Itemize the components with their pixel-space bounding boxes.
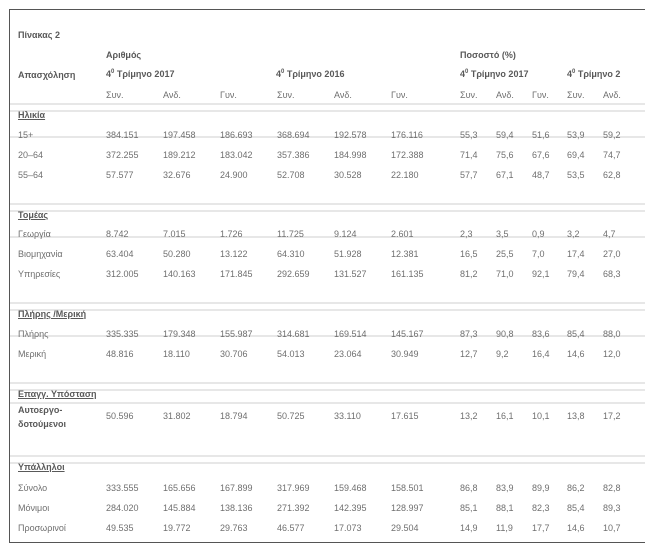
row-label: Υπηρεσίες — [18, 269, 61, 279]
table-cell: 24.900 — [220, 170, 248, 180]
table-cell: 140.163 — [163, 269, 196, 279]
table-cell: 29.504 — [391, 523, 419, 533]
column-subheader: Συν. — [460, 90, 478, 100]
column-subheader: Ανδ. — [334, 90, 352, 100]
table-cell: 25,5 — [496, 249, 514, 259]
table-cell: 159.468 — [334, 483, 367, 493]
table-cell: 142.395 — [334, 503, 367, 513]
section-title: Ηλικία — [18, 110, 46, 120]
table-cell: 87,3 — [460, 329, 478, 339]
table-cell: 169.514 — [334, 329, 367, 339]
table-title: Πίνακας 2 — [18, 30, 60, 40]
table-cell: 62,8 — [603, 170, 621, 180]
table-cell: 64.310 — [277, 249, 305, 259]
table-cell: 7,0 — [532, 249, 545, 259]
table-cell: 89,9 — [532, 483, 550, 493]
table-cell: 31.802 — [163, 411, 191, 421]
table-cell: 284.020 — [106, 503, 139, 513]
table-cell: 192.578 — [334, 130, 367, 140]
table-cell: 17,7 — [532, 523, 550, 533]
table-cell: 22.180 — [391, 170, 419, 180]
table-cell: 30.528 — [334, 170, 362, 180]
table-cell: 53,9 — [567, 130, 585, 140]
table-cell: 171.845 — [220, 269, 253, 279]
table-cell: 71,4 — [460, 150, 478, 160]
table-cell: 51.928 — [334, 249, 362, 259]
table-cell: 79,4 — [567, 269, 585, 279]
column-subheader: Συν. — [277, 90, 295, 100]
table-cell: 52.708 — [277, 170, 305, 180]
table-cell: 48,7 — [532, 170, 550, 180]
column-subheader: Ανδ. — [496, 90, 514, 100]
table-cell: 14,6 — [567, 523, 585, 533]
table-cell: 183.042 — [220, 150, 253, 160]
table-cell: 172.388 — [391, 150, 424, 160]
table-cell: 46.577 — [277, 523, 305, 533]
table-cell: 10,7 — [603, 523, 621, 533]
table-cell: 2,3 — [460, 229, 473, 239]
table-cell: 51,6 — [532, 130, 550, 140]
table-cell: 75,6 — [496, 150, 514, 160]
table-cell: 4,7 — [603, 229, 616, 239]
table-cell: 3,5 — [496, 229, 509, 239]
table-cell: 71,0 — [496, 269, 514, 279]
table-cell: 29.763 — [220, 523, 248, 533]
table-cell: 68,3 — [603, 269, 621, 279]
table-cell: 155.987 — [220, 329, 253, 339]
table-cell: 16,5 — [460, 249, 478, 259]
table-cell: 63.404 — [106, 249, 134, 259]
table-cell: 3,2 — [567, 229, 580, 239]
table-cell: 0,9 — [532, 229, 545, 239]
table-cell: 17.615 — [391, 411, 419, 421]
row-label: Αυτοεργο- — [18, 405, 63, 415]
table-cell: 19.772 — [163, 523, 191, 533]
table-cell: 23.064 — [334, 349, 362, 359]
table-cell: 179.348 — [163, 329, 196, 339]
row-label: Προσωρινοί — [18, 523, 66, 533]
table-cell: 92,1 — [532, 269, 550, 279]
table-cell: 50.280 — [163, 249, 191, 259]
table-cell: 186.693 — [220, 130, 253, 140]
table-cell: 372.255 — [106, 150, 139, 160]
table-cell: 8.742 — [106, 229, 129, 239]
table-cell: 317.969 — [277, 483, 310, 493]
table-cell: 13,2 — [460, 411, 478, 421]
column-subheader: Γυν. — [532, 90, 549, 100]
table-cell: 48.816 — [106, 349, 134, 359]
row-label: Πλήρης — [18, 329, 49, 339]
table-cell: 368.694 — [277, 130, 310, 140]
table-cell: 54.013 — [277, 349, 305, 359]
table-cell: 312.005 — [106, 269, 139, 279]
section-title: Υπάλληλοι — [18, 462, 65, 472]
table-cell: 292.659 — [277, 269, 310, 279]
period-header-2017-count: $4^0$ Τρίμηνο 2017 — [106, 69, 175, 79]
table-cell: 11.725 — [277, 229, 304, 239]
table-cell: 145.884 — [163, 503, 196, 513]
table-cell: 16,4 — [532, 349, 550, 359]
table-cell: 12,0 — [603, 349, 621, 359]
table-cell: 271.392 — [277, 503, 310, 513]
row-label: Σύνολο — [18, 483, 48, 493]
table-cell: 81,2 — [460, 269, 478, 279]
table-cell: 57.577 — [106, 170, 134, 180]
row-label: Μερική — [18, 349, 47, 359]
table-cell: 16,1 — [496, 411, 514, 421]
table-cell: 30.949 — [391, 349, 419, 359]
table-cell: 82,3 — [532, 503, 550, 513]
table-cell: 57,7 — [460, 170, 478, 180]
table-cell: 14,6 — [567, 349, 585, 359]
table-cell: 138.136 — [220, 503, 253, 513]
table-cell: 89,3 — [603, 503, 621, 513]
table-cell: 14,9 — [460, 523, 478, 533]
table-cell: 145.167 — [391, 329, 424, 339]
table-cell: 314.681 — [277, 329, 310, 339]
table-cell: 11,9 — [496, 523, 513, 533]
row-label: 20–64 — [18, 150, 44, 160]
table-cell: 17,2 — [603, 411, 621, 421]
table-cell: 189.212 — [163, 150, 196, 160]
table-cell: 85,1 — [460, 503, 478, 513]
column-subheader: Ανδ. — [603, 90, 621, 100]
table-cell: 17,4 — [567, 249, 585, 259]
table-cell: 17.073 — [334, 523, 362, 533]
table-cell: 184.998 — [334, 150, 367, 160]
table-cell: 165.656 — [163, 483, 196, 493]
section-title: Πλήρης /Μερική — [18, 309, 87, 319]
column-subheader: Συν. — [106, 90, 124, 100]
table-cell: 9.124 — [334, 229, 357, 239]
table-cell: 69,4 — [567, 150, 585, 160]
section-title: Τομέας — [18, 210, 49, 220]
column-subheader: Γυν. — [391, 90, 408, 100]
table-cell: 49.535 — [106, 523, 134, 533]
column-subheader: Συν. — [567, 90, 585, 100]
table-cell: 55,3 — [460, 130, 478, 140]
table-cell: 50.596 — [106, 411, 134, 421]
section-title: Επαγγ. Υπόσταση — [18, 389, 97, 399]
table-cell: 10,1 — [532, 411, 550, 421]
row-label: Βιομηχανία — [18, 249, 63, 259]
table-cell: 161.135 — [391, 269, 424, 279]
table-cell: 384.151 — [106, 130, 139, 140]
table-cell: 2.601 — [391, 229, 414, 239]
table-cell: 131.527 — [334, 269, 367, 279]
table-cell: 12,7 — [460, 349, 478, 359]
table-cell: 85,4 — [567, 329, 585, 339]
column-subheader: Ανδ. — [163, 90, 181, 100]
table-cell: 13.122 — [220, 249, 248, 259]
table-cell: 158.501 — [391, 483, 424, 493]
table-cell: 9,2 — [496, 349, 509, 359]
table-cell: 90,8 — [496, 329, 514, 339]
row-label: 55–64 — [18, 170, 44, 180]
table-cell: 83,9 — [496, 483, 514, 493]
table-cell: 27,0 — [603, 249, 621, 259]
table-cell: 333.555 — [106, 483, 139, 493]
table-cell: 85,4 — [567, 503, 585, 513]
row-label: Μόνιμοι — [18, 503, 50, 513]
table-cell: 1.726 — [220, 229, 243, 239]
table-cell: 30.706 — [220, 349, 248, 359]
table-cell: 335.335 — [106, 329, 139, 339]
table-cell: 32.676 — [163, 170, 191, 180]
table-cell: 88,0 — [603, 329, 621, 339]
row-label: 15+ — [18, 130, 34, 140]
table-cell: 357.386 — [277, 150, 310, 160]
table-cell: 50.725 — [277, 411, 305, 421]
table-cell: 176.116 — [391, 130, 423, 140]
group-header-percent: Ποσοστό (%) — [460, 50, 516, 60]
table-cell: 83,6 — [532, 329, 550, 339]
table-cell: 7.015 — [163, 229, 186, 239]
table-cell: 67,6 — [532, 150, 550, 160]
column-subheader: Γυν. — [220, 90, 237, 100]
table-cell: 18.794 — [220, 411, 248, 421]
table-cell: 12.381 — [391, 249, 419, 259]
table-cell: 67,1 — [496, 170, 514, 180]
table-cell: 18.110 — [163, 349, 190, 359]
table-cell: 86,2 — [567, 483, 585, 493]
table-cell: 197.458 — [163, 130, 196, 140]
period-header-2017-percent: $4^0$ Τρίμηνο 2017 — [460, 69, 529, 79]
row-label: Γεωργία — [18, 229, 51, 239]
table-frame — [9, 9, 645, 543]
period-header-2016-percent: $4^0$ Τρίμηνο 2 — [567, 69, 621, 79]
table-cell: 33.110 — [334, 411, 361, 421]
table-cell: 59,2 — [603, 130, 621, 140]
table-cell: 13,8 — [567, 411, 585, 421]
group-header-count: Αριθμός — [106, 50, 142, 60]
table-cell: 53,5 — [567, 170, 585, 180]
row-label-continued: δοτούμενοι — [18, 419, 66, 429]
table-cell: 82,8 — [603, 483, 621, 493]
table-cell: 86,8 — [460, 483, 478, 493]
row-header-label: Απασχόληση — [18, 70, 76, 80]
period-header-2016-count: $4^0$ Τρίμηνο 2016 — [276, 69, 345, 79]
table-cell: 59,4 — [496, 130, 514, 140]
table-cell: 167.899 — [220, 483, 253, 493]
table-cell: 88,1 — [496, 503, 514, 513]
table-cell: 74,7 — [603, 150, 621, 160]
table-cell: 128.997 — [391, 503, 424, 513]
